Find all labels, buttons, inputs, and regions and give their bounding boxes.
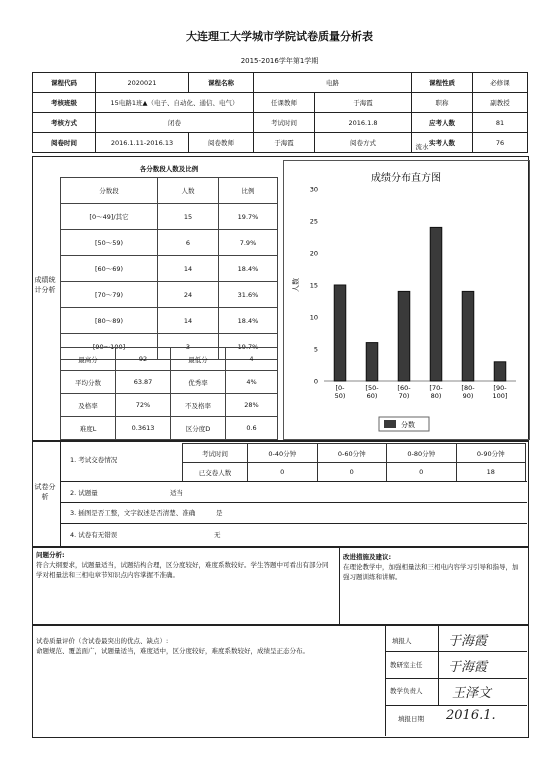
- time-col: 0-60分钟: [317, 444, 387, 463]
- submitted-count: 18: [456, 463, 526, 482]
- row-count: 24: [158, 282, 219, 308]
- submitted-count: 0: [387, 463, 457, 482]
- legend-swatch: [384, 420, 396, 428]
- evaluation-text: 命题规范、覆盖面广，试题量适当，难度适中，区分度较好，难度系数较好，成绩呈正态分布。: [36, 647, 309, 655]
- exam-item-4-value: 无: [214, 531, 221, 539]
- grading-period-label: 阅卷时间: [33, 133, 96, 153]
- y-tick-label: 20: [309, 249, 318, 258]
- grading-period: 2016.1.11-2016.13: [96, 133, 189, 153]
- time-label: 考试时间: [183, 444, 248, 463]
- submission-table: [182, 443, 526, 482]
- divider: [60, 502, 527, 503]
- divider: [60, 523, 527, 524]
- submitted-count: 0: [317, 463, 387, 482]
- pass-value: 72%: [116, 394, 171, 417]
- course-code-label: 课程代码: [33, 73, 96, 93]
- divider: [385, 678, 527, 679]
- exam-item-3: 3. 插图是否工整，文字叙述是否清楚、准确: [70, 509, 196, 517]
- class-value: 15电路1班▲（电子、自动化、通信、电气）: [96, 93, 254, 113]
- x-tick-label: [70-: [429, 384, 443, 392]
- max-label: 最高分: [61, 348, 116, 371]
- row-count: 6: [158, 230, 219, 256]
- y-tick-label: 10: [309, 313, 318, 322]
- table-row: [80～89): [61, 308, 158, 334]
- teacher-value: 于海霞: [315, 93, 412, 113]
- submitted-label: 已交卷人数: [183, 463, 248, 482]
- submitted-count: 0: [248, 463, 318, 482]
- histogram-svg: [284, 161, 529, 439]
- fail-label: 不及格率: [171, 394, 226, 417]
- x-tick-label: 100]: [492, 392, 508, 400]
- y-tick-label: 30: [309, 185, 318, 194]
- row-pct: 19.7%: [219, 204, 278, 230]
- improvements-text: 在理论教学中，加强相量法和三相电内容学习引导和指导，加强习题训练和讲解。: [343, 563, 519, 581]
- divider: [438, 624, 439, 705]
- head-signature: 于海霞: [448, 660, 488, 675]
- row-pct: 19.7%: [219, 334, 278, 360]
- table-row: [90～100]: [61, 334, 158, 360]
- y-axis-label: 人数: [292, 278, 300, 292]
- exam-item-3-value: 是: [216, 509, 223, 517]
- histogram-bar: [430, 227, 442, 381]
- exam-item-2-value: 适当: [170, 489, 183, 497]
- histogram-bar: [398, 291, 410, 381]
- term-label: 2015-2016学年第1学期: [240, 57, 319, 65]
- divider: [339, 546, 340, 624]
- difficulty-value: 0.3613: [116, 417, 171, 440]
- time-col: 0-80分钟: [387, 444, 457, 463]
- problems-text: 符合大纲要求，试题量适当，试题结构合理，区分度较好，难度系数较好。学生答题中可看出有部分同学对相量法和三相电章节知识点内容掌握不准确。: [36, 561, 329, 579]
- histogram-bar: [494, 362, 506, 381]
- divider: [385, 705, 527, 706]
- table-row: [0～49]/其它: [61, 204, 158, 230]
- expected-count: 81: [473, 113, 528, 133]
- chart-title: 成绩分布直方图: [371, 173, 441, 184]
- course-type-label: 课程性质: [412, 73, 473, 93]
- min-value: 4: [226, 348, 278, 371]
- distribution-table: [60, 160, 278, 360]
- y-tick-label: 0: [313, 377, 318, 386]
- discrimination-label: 区分度D: [171, 417, 226, 440]
- head-label: 教研室主任: [390, 661, 423, 669]
- row-pct: 18.4%: [219, 256, 278, 282]
- pass-label: 及格率: [61, 394, 116, 417]
- x-tick-label: [90-: [493, 384, 507, 392]
- legend: [379, 417, 429, 431]
- row-pct: 31.6%: [219, 282, 278, 308]
- teacher-label: 任课教师: [254, 93, 315, 113]
- evaluation-title: 试卷质量评价（含试卷最突出的优点、缺点）:: [36, 637, 169, 645]
- exam-item-4: 4. 试卷有无错误: [70, 531, 118, 539]
- course-info-table: [32, 72, 528, 153]
- row-pct: 18.4%: [219, 308, 278, 334]
- row-count: 3: [158, 334, 219, 360]
- course-name: 电路: [254, 73, 412, 93]
- y-tick-label: 25: [309, 217, 318, 226]
- exam-item-1: 1. 考试交卷情况: [70, 456, 118, 464]
- date-label: 填报日期: [398, 715, 424, 723]
- distribution-title: 各分数段人数及比例: [139, 165, 199, 173]
- actual-label: 实考人数: [412, 133, 473, 153]
- row-pct: 7.9%: [219, 230, 278, 256]
- title-value: 副教授: [473, 93, 528, 113]
- histogram-bar: [462, 291, 474, 381]
- course-code: 2020021: [96, 73, 189, 93]
- title-label: 职称: [412, 93, 473, 113]
- stats-section-label: 成绩统计分析: [34, 276, 56, 294]
- exam-mode: 闭卷: [96, 113, 254, 133]
- teaching-label: 教学负责人: [390, 687, 423, 695]
- discrimination-value: 0.6: [226, 417, 278, 440]
- difficulty-label: 难度L: [61, 417, 116, 440]
- divider: [385, 624, 386, 736]
- divider: [385, 651, 527, 652]
- grader-value: 于海霞: [254, 133, 315, 153]
- exam-divider: [60, 440, 61, 546]
- expected-label: 应考人数: [412, 113, 473, 133]
- exam-mode-label: 考核方式: [33, 113, 96, 133]
- problems-title: 问题分析:: [36, 551, 65, 559]
- date-signature: 2016.1.: [446, 708, 496, 723]
- x-tick-label: [50-: [365, 384, 379, 392]
- fail-value: 28%: [226, 394, 278, 417]
- summary-table: [60, 347, 278, 440]
- exam-time-label: 考试时间: [254, 113, 315, 133]
- time-col: 0-90分钟: [456, 444, 526, 463]
- min-label: 最低分: [171, 348, 226, 371]
- grading-mode-value: 流水: [415, 143, 429, 151]
- row-count: 14: [158, 256, 219, 282]
- exam-item-2: 2. 试题量: [70, 489, 98, 497]
- x-tick-label: 80): [430, 392, 442, 400]
- x-tick-label: [60-: [397, 384, 411, 392]
- avg-value: 63.87: [116, 371, 171, 394]
- course-name-label: 课程名称: [189, 73, 254, 93]
- x-tick-label: 50): [334, 392, 346, 400]
- table-row: [70～79): [61, 282, 158, 308]
- excellent-value: 4%: [226, 371, 278, 394]
- table-row: [60～69): [61, 256, 158, 282]
- histogram-bar: [366, 343, 378, 381]
- x-tick-label: 70): [398, 392, 410, 400]
- x-tick-label: 60): [366, 392, 378, 400]
- x-tick-label: [80-: [461, 384, 475, 392]
- legend-label: 分数: [401, 421, 415, 429]
- y-tick-label: 15: [309, 281, 318, 290]
- exam-section-label: 试卷分析: [34, 483, 56, 501]
- col-count: 人数: [158, 178, 219, 204]
- histogram-bar: [334, 285, 346, 381]
- col-pct: 比例: [219, 178, 278, 204]
- exam-time: 2016.1.8: [315, 113, 412, 133]
- grader-label: 阅卷教师: [189, 133, 254, 153]
- divider: [60, 481, 527, 482]
- grading-mode-label: 阅卷方式: [315, 133, 412, 153]
- course-type: 必修课: [473, 73, 528, 93]
- avg-label: 平均分数: [61, 371, 116, 394]
- actual-count: 76: [473, 133, 528, 153]
- analysis-section: [32, 546, 529, 626]
- table-row: [50～59): [61, 230, 158, 256]
- class-label: 考核班级: [33, 93, 96, 113]
- col-range: 分数段: [61, 178, 158, 204]
- max-value: 92: [116, 348, 171, 371]
- time-col: 0-40分钟: [248, 444, 318, 463]
- row-count: 15: [158, 204, 219, 230]
- document-title: 大连理工大学城市学院试卷质量分析表: [186, 30, 373, 43]
- teaching-signature: 王泽文: [452, 686, 492, 701]
- x-tick-label: [0-: [335, 384, 345, 392]
- filler-signature: 于海霞: [448, 634, 488, 649]
- row-count: 14: [158, 308, 219, 334]
- x-tick-label: 90): [462, 392, 474, 400]
- filler-label: 填报人: [392, 637, 412, 645]
- histogram-chart: [283, 160, 530, 440]
- y-tick-label: 5: [313, 345, 318, 354]
- excellent-label: 优秀率: [171, 371, 226, 394]
- improvements-title: 改进措施及建议:: [343, 553, 392, 561]
